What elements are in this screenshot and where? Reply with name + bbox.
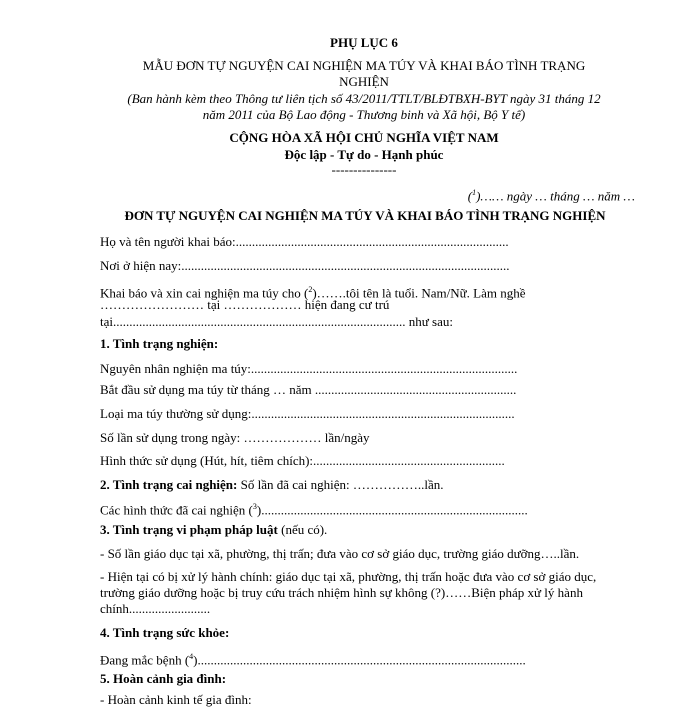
section4-title: 4. Tình trạng sức khỏe:	[100, 625, 230, 640]
nation-heading: CỘNG HÒA XÃ HỘI CHỦ NGHĨA VIỆT NAM	[229, 130, 499, 145]
footnote-ref-3: 3	[252, 502, 257, 511]
motto: Độc lập - Tự do - Hạnh phúc	[284, 147, 444, 162]
form-title-line2: NGHIỆN	[339, 74, 389, 89]
s1-type-field: Loại ma túy thường sử dụng:.................................................................................	[100, 406, 515, 421]
declare-text-a: Khai báo và xin cai nghiện ma túy cho (	[100, 285, 309, 301]
s1-start-field: Bắt đầu sử dụng ma túy từ tháng … năm ..............................................................	[100, 382, 517, 397]
s1-cause-field: Nguyên nhân nghiện ma túy:..................................................................................	[100, 361, 518, 376]
declare-line3: tại.......................................................................................... như sau:	[100, 314, 453, 329]
issued-line1: (Ban hành kèm theo Thông tư liên tịch số 43/2011/TTLT/BLĐTBXH-BYT ngày 31 tháng 12	[127, 91, 601, 106]
s3-item2: - Hiện tại có bị xử lý hành chính: giáo dục tại xã, phường, thị trấn hoặc đưa vào cơ sở giáo dục, trường giáo dưỡng hoặc bị truy cứu trách nhiệm hình sự không (?)……Biện pháp xử lý hành chính.........................	[100, 569, 597, 616]
appendix-label: PHỤ LỤC 6	[330, 35, 398, 50]
declare-text-b: )…….tôi tên là tuổi. Nam/Nữ. Làm nghề	[312, 285, 526, 301]
s2-forms-b: )..................................................................................	[256, 502, 528, 518]
s2-forms-a: Các hình thức đã cai nghiện (	[100, 502, 253, 518]
section1-title: 1. Tình trạng nghiện:	[100, 336, 219, 351]
footnote-ref-2: 2	[308, 285, 313, 294]
motto-divider: ---------------	[331, 162, 397, 177]
s1-times-field: Số lần sử dụng trong ngày: ……………… lần/ngày	[100, 430, 370, 445]
declare-line2: …………………… tại ……………… hiện đang cư trú	[100, 297, 390, 312]
s2-count-field: Số lần đã cai nghiện: ……………..lần.	[237, 477, 444, 492]
section3-title: 3. Tình trạng vi phạm pháp luật	[100, 522, 278, 537]
date-text: )…… ngày … tháng … năm …	[476, 188, 635, 204]
footnote-ref-4: 4	[189, 652, 194, 661]
footnote-ref-1: 1	[472, 188, 477, 197]
section2-title: 2. Tình trạng cai nghiện:	[100, 477, 238, 492]
issued-line2: năm 2011 của Bộ Lao động - Thương binh và Xã hội, Bộ Y tế)	[202, 107, 526, 122]
date-line	[380, 184, 635, 204]
s5-item1: - Hoàn cảnh kinh tế gia đình:	[100, 692, 252, 707]
s4-disease-field	[100, 648, 640, 668]
section2-line	[100, 476, 640, 493]
form-title-line1: MẪU ĐƠN TỰ NGUYỆN CAI NGHIỆN MA TÚY VÀ KHAI BÁO TÌNH TRẠNG	[142, 58, 586, 73]
s1-form-field: Hình thức sử dụng (Hút, hít, tiêm chích):...........................................................	[100, 453, 505, 468]
residence-field: Nơi ở hiện nay:.....................................................................................................	[100, 258, 510, 273]
date-prefix: (	[467, 188, 473, 204]
section5-title: 5. Hoàn cảnh gia đình:	[100, 671, 227, 686]
s2-forms-field	[100, 498, 640, 518]
s4-disease-b: ).....................................................................................................	[193, 652, 526, 668]
s4-disease-a: Đang mắc bệnh (	[100, 652, 190, 668]
s3-item1: - Số lần giáo dục tại xã, phường, thị trấn; đưa vào cơ sở giáo dục, trường giáo dưỡng…..lần.	[100, 546, 580, 561]
document-title: ĐƠN TỰ NGUYỆN CAI NGHIỆN MA TÚY VÀ KHAI BÁO TÌNH TRẠNG NGHIỆN	[124, 208, 606, 223]
section3-line	[100, 521, 640, 538]
s3-note: (nếu có).	[277, 522, 328, 537]
name-field: Họ và tên người khai báo:....................................................................................	[100, 234, 509, 249]
